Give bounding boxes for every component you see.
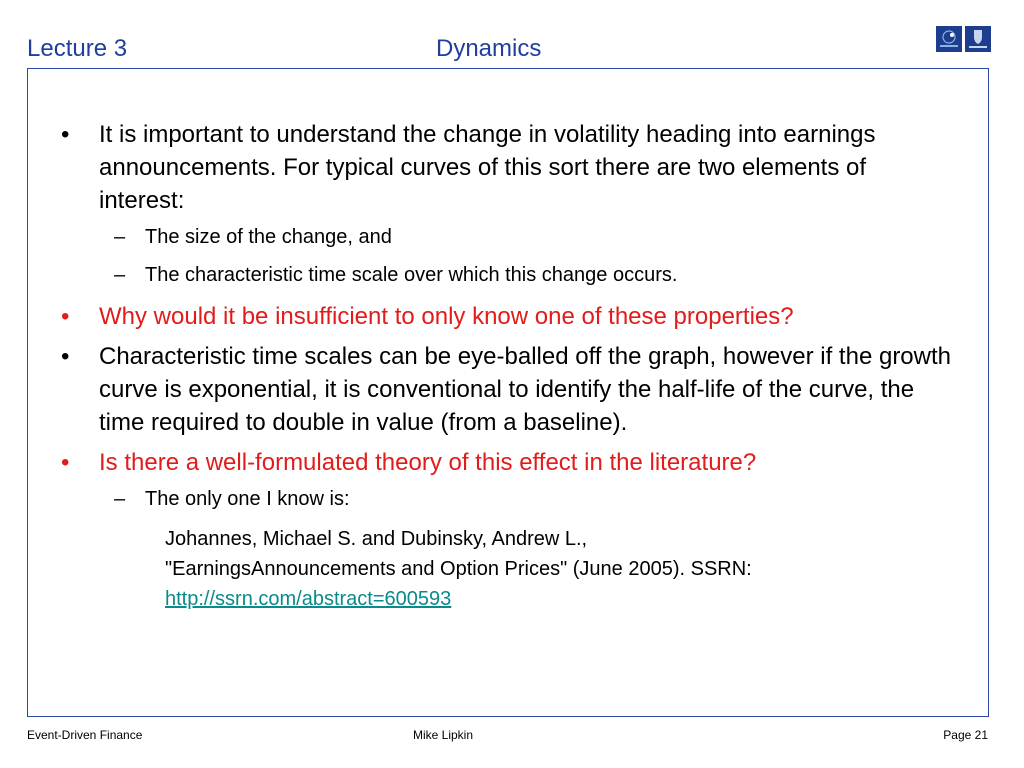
logos — [936, 26, 991, 52]
bullet-marker: • — [61, 303, 70, 330]
sub-bullet-text: The characteristic time scale over which this change occurs. — [145, 264, 678, 286]
sub-bullet-text: The size of the change, and — [145, 226, 392, 248]
reference-line-2: "EarningsAnnouncements and Option Prices" (June 2005). SSRN: — [165, 558, 752, 580]
bullet-item — [57, 118, 957, 217]
sub-bullet-item — [57, 224, 957, 250]
bullet-marker: • — [61, 121, 70, 148]
dash-marker: – — [114, 226, 126, 248]
sub-bullet-item — [57, 486, 957, 512]
slide-title: Dynamics — [436, 35, 542, 62]
bullet-item — [57, 340, 957, 439]
dash-marker: – — [114, 264, 126, 286]
reference-block — [57, 524, 957, 614]
sub-bullet-text: The only one I know is: — [145, 488, 350, 510]
lecture-label: Lecture 3 — [27, 35, 128, 62]
bullet-text: It is important to understand the change in volatility heading into earnings announcements. For typical curves of this sort there are two elements of interest: — [99, 121, 876, 214]
sub-bullet-item — [57, 262, 957, 288]
ssrn-link[interactable]: http://ssrn.com/abstract=600593 — [165, 588, 452, 610]
reference-line-1: Johannes, Michael S. and Dubinsky, Andrew L., — [165, 528, 588, 550]
bullet-marker: • — [61, 449, 70, 476]
oxford-university-logo-icon — [965, 26, 991, 52]
footer-course: Event-Driven Finance — [27, 728, 143, 742]
bullet-text: Why would it be insufficient to only know one of these properties? — [99, 303, 794, 330]
footer-author: Mike Lipkin — [413, 728, 474, 742]
footer-page-number: Page 21 — [943, 728, 988, 742]
bullet-text: Characteristic time scales can be eye-balled off the graph, however if the growth curve is exponential, it is conventional to identify the half-life of the curve, the time required to double in value (from a baseline). — [99, 343, 951, 436]
oxford-said-logo-icon — [936, 26, 962, 52]
bullet-text: Is there a well-formulated theory of this effect in the literature? — [99, 449, 757, 476]
bullet-item — [57, 300, 957, 333]
bullet-list — [57, 118, 957, 614]
dash-marker: – — [114, 488, 126, 510]
bullet-marker: • — [61, 343, 70, 370]
bullet-item — [57, 446, 957, 479]
